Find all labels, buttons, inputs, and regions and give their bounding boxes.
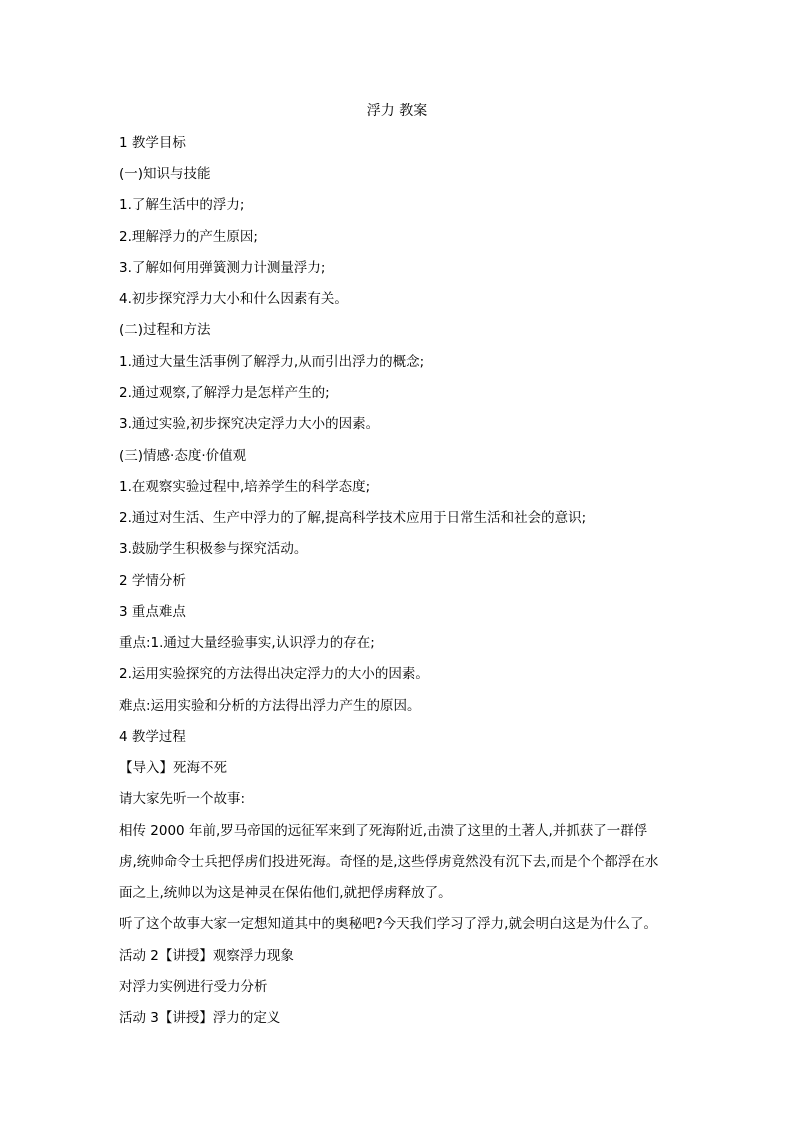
paragraph: 听了这个故事大家一定想知道其中的奥秘吧?今天我们学习了浮力,就会明白这是为什么了。 xyxy=(119,916,657,932)
paragraph: 请大家先听一个故事: xyxy=(119,791,246,807)
heading-learner-analysis: 2 学情分析 xyxy=(119,573,186,589)
list-item: 3.通过实验,初步探究决定浮力大小的因素。 xyxy=(119,416,380,432)
subheading-process-method: (二)过程和方法 xyxy=(119,322,211,338)
paragraph-difficulty: 难点:运用实验和分析的方法得出浮力产生的原因。 xyxy=(119,698,421,714)
list-item: 3.了解如何用弹簧测力计测量浮力; xyxy=(119,260,326,276)
list-item: 2.通过观察,了解浮力是怎样产生的; xyxy=(119,385,330,401)
list-item: 1.了解生活中的浮力; xyxy=(119,197,245,213)
subheading-intro: 【导入】死海不死 xyxy=(119,760,227,776)
paragraph-key-point: 2.运用实验探究的方法得出决定浮力的大小的因素。 xyxy=(119,666,429,682)
list-item: 1.通过大量生活事例了解浮力,从而引出浮力的概念; xyxy=(119,354,425,370)
story-line: 相传 2000 年前,罗马帝国的远征军来到了死海附近,击溃了这里的土著人,并抓获了一群俘 xyxy=(119,823,648,839)
activity-heading: 活动 3【讲授】浮力的定义 xyxy=(119,1010,281,1026)
list-item: 2.理解浮力的产生原因; xyxy=(119,229,258,245)
subheading-attitude-values: (三)情感·态度·价值观 xyxy=(119,448,247,464)
story-line: 虏,统帅命令士兵把俘虏们投进死海。奇怪的是,这些俘虏竟然没有沉下去,而是个个都浮在水 xyxy=(119,854,659,870)
paragraph-key-point: 重点:1.通过大量经验事实,认识浮力的存在; xyxy=(119,635,375,651)
heading-key-points: 3 重点难点 xyxy=(119,604,186,620)
heading-teaching-process: 4 教学过程 xyxy=(119,729,186,745)
list-item: 2.通过对生活、生产中浮力的了解,提高科学技术应用于日常生活和社会的意识; xyxy=(119,510,587,526)
list-item: 1.在观察实验过程中,培养学生的科学态度; xyxy=(119,479,371,495)
paragraph: 对浮力实例进行受力分析 xyxy=(119,979,268,995)
subheading-knowledge-skills: (一)知识与技能 xyxy=(119,166,211,182)
activity-heading: 活动 2【讲授】观察浮力现象 xyxy=(119,948,294,964)
heading-teaching-goals: 1 教学目标 xyxy=(119,135,186,151)
list-item: 3.鼓励学生积极参与探究活动。 xyxy=(119,541,308,557)
story-line: 面之上,统帅以为这是神灵在保佑他们,就把俘虏释放了。 xyxy=(119,885,452,901)
list-item: 4.初步探究浮力大小和什么因素有关。 xyxy=(119,291,348,307)
document-title: 浮力 教案 xyxy=(366,103,428,119)
